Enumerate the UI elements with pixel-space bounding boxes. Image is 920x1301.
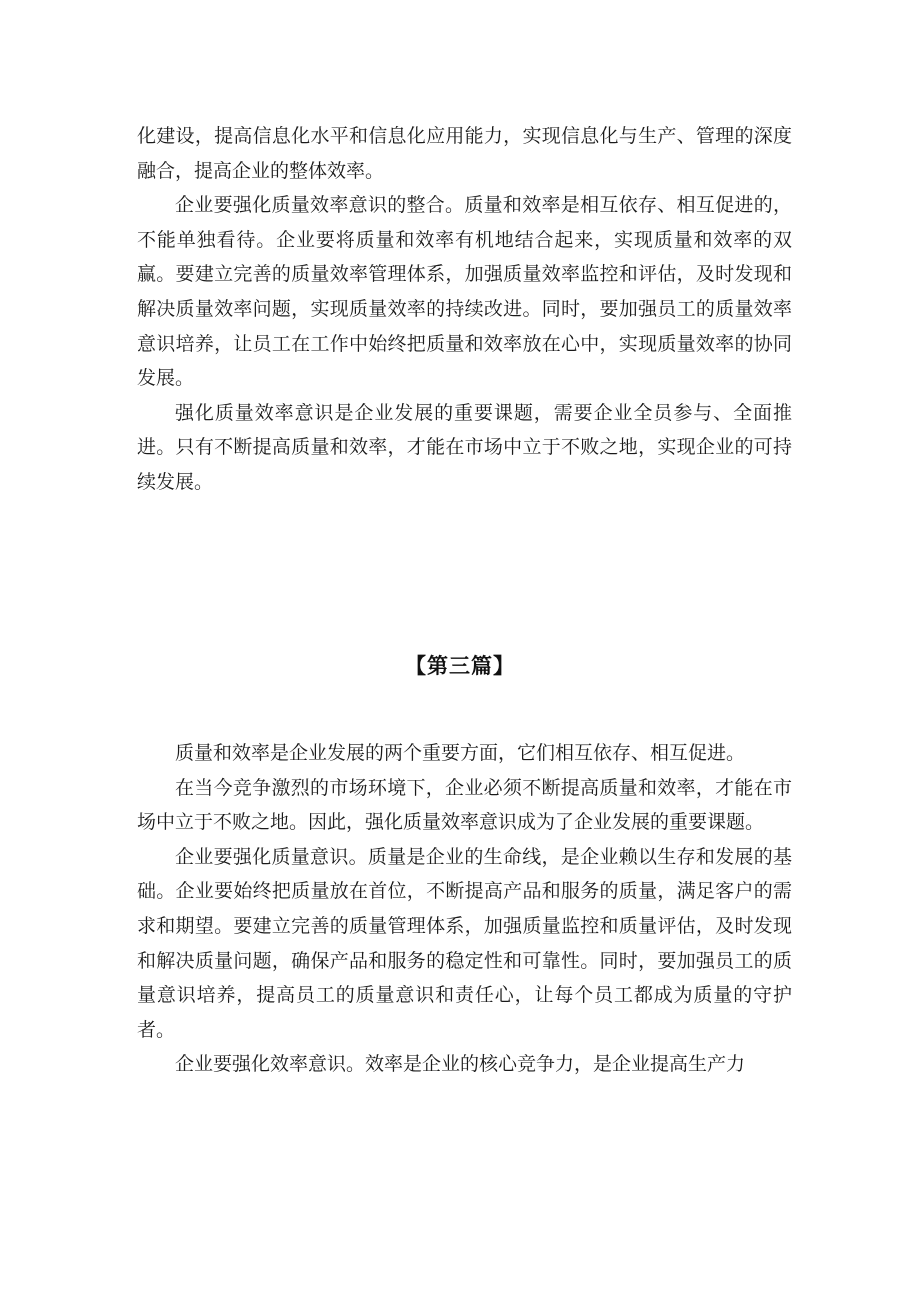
bottom-text-section: [137, 736, 792, 1082]
top-text-section: [137, 119, 792, 500]
paragraph: 强化质量效率意识是企业发展的重要课题，需要企业全员参与、全面推进。只有不断提高质量和效率，才能在市场中立于不败之地，实现企业的可持续发展。: [137, 401, 792, 493]
paragraph: 企业要强化质量效率意识的整合。质量和效率是相互依存、相互促进的，不能单独看待。企业要将质量和效率有机地结合起来，实现质量和效率的双赢。要建立完善的质量效率管理体系，加强质量效率监控和评估，及时发现和解决质量效率问题，实现质量效率的持续改进。同时，要加强员工的质量效率意识培养，让员工在工作中始终把质量和效率放在心中，实现质量效率的协同发展。: [137, 194, 792, 390]
paragraph: 在当今竞争激烈的市场环境下，企业必须不断提高质量和效率，才能在市场中立于不败之地。因此，强化质量效率意识成为了企业发展的重要课题。: [137, 776, 792, 834]
paragraph: 企业要强化效率意识。效率是企业的核心竞争力，是企业提高生产力: [175, 1053, 746, 1076]
paragraph-continuation: 化建设，提高信息化水平和信息化应用能力，实现信息化与生产、管理的深度融合，提高企业的整体效率。: [137, 125, 792, 182]
paragraph: 企业要强化质量意识。质量是企业的生命线，是企业赖以生存和发展的基础。企业要始终把质量放在首位，不断提高产品和服务的质量，满足客户的需求和期望。要建立完善的质量管理体系，加强质量监控和质量评估，及时发现和解决质量问题，确保产品和服务的稳定性和可靠性。同时，要加强员工的质量意识培养，提高员工的质量意识和责任心，让每个员工都成为质量的守护者。: [137, 845, 792, 1041]
paragraph: 质量和效率是企业发展的两个重要方面，它们相互依存、相互促进。: [175, 742, 746, 764]
section-heading: 【第三篇】: [405, 654, 515, 678]
